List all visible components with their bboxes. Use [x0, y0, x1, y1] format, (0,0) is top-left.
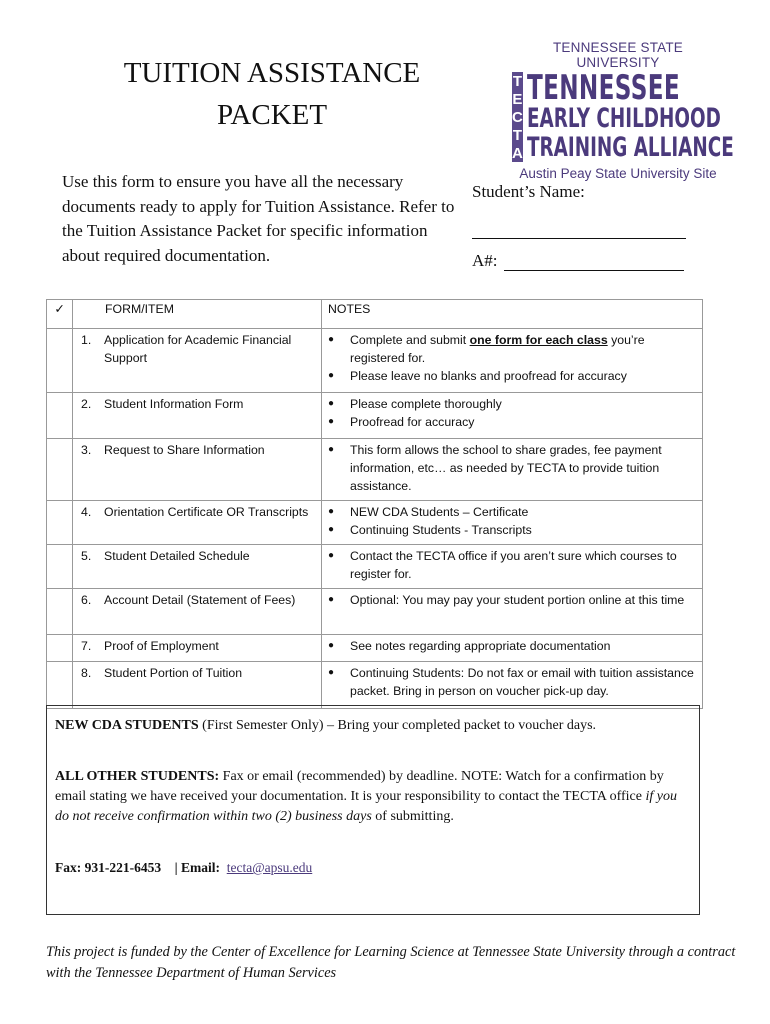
check-cell[interactable]	[47, 635, 73, 662]
item-name: Student Portion of Tuition	[104, 666, 243, 680]
note-text: Contact the TECTA office if you aren’t sure which courses to register for.	[350, 549, 677, 581]
email-label: | Email:	[174, 860, 220, 875]
note-item	[328, 521, 696, 539]
other-students-bold: ALL OTHER STUDENTS:	[55, 769, 220, 784]
note-item	[328, 664, 696, 700]
logo-line-early-childhood: EARLY CHILDHOOD	[526, 103, 721, 134]
note-text: Please complete thoroughly	[350, 397, 502, 411]
note-text: Continuing Students - Transcripts	[350, 523, 532, 537]
item-number: 4.	[81, 505, 92, 519]
item-number: 7.	[81, 639, 92, 653]
note-item	[328, 547, 696, 583]
bullet-icon: ●	[328, 416, 335, 427]
logo-letter: A	[512, 144, 523, 162]
form-item	[73, 501, 321, 521]
table-row	[47, 589, 703, 635]
bullet-icon: ●	[328, 334, 335, 345]
note-item	[328, 413, 696, 431]
new-cda-text: (First Semester Only) – Bring your completed packet to voucher days.	[198, 718, 597, 733]
form-item	[73, 545, 321, 565]
check-cell[interactable]	[47, 501, 73, 545]
table-row	[47, 501, 703, 545]
bullet-icon: ●	[328, 398, 335, 409]
note-item	[328, 637, 696, 655]
bullet-icon: ●	[328, 594, 335, 605]
new-cda-bold: NEW CDA STUDENTS	[55, 718, 199, 733]
tecta-logo	[512, 40, 734, 181]
a-number-line[interactable]	[504, 252, 684, 271]
note-item	[328, 395, 696, 413]
item-number: 1.	[81, 333, 92, 347]
item-name: Request to Share Information	[104, 443, 265, 457]
logo-letter: C	[512, 108, 523, 126]
logo-letter: E	[512, 90, 523, 108]
other-students-paragraph	[55, 767, 691, 827]
note-text: Please leave no blanks and proofread for accuracy	[350, 369, 627, 383]
new-cda-paragraph	[55, 716, 691, 736]
note-item	[328, 441, 696, 495]
title-line-2: PACKET	[216, 99, 328, 131]
note-item	[328, 367, 696, 385]
title-line-1: TUITION ASSISTANCE	[123, 57, 421, 89]
logo-vertical-tecta	[512, 72, 523, 162]
funding-footer: This project is funded by the Center of Excellence for Learning Science at Tennessee State University through a contract with the Tennessee Department of Human Services	[46, 944, 736, 981]
note-text: Complete and submit one form for each class you’re registered for.	[350, 333, 645, 365]
notes-list	[322, 589, 702, 613]
logo-site: Austin Peay State University Site	[519, 166, 717, 181]
form-item	[73, 329, 321, 367]
bullet-icon: ●	[328, 640, 335, 651]
other-students-italic: if you do not receive confirmation within two (2) business days	[55, 789, 677, 824]
form-item	[73, 635, 321, 655]
note-text: See notes regarding appropriate documentation	[350, 639, 611, 653]
item-name: Proof of Employment	[104, 639, 219, 653]
table-row	[47, 439, 703, 501]
check-cell[interactable]	[47, 662, 73, 709]
note-text: Proofread for accuracy	[350, 415, 475, 429]
item-number: 2.	[81, 397, 92, 411]
form-item-header: FORM/ITEM	[105, 302, 174, 316]
notes-list	[322, 439, 702, 499]
table-row	[47, 393, 703, 439]
notes-list	[322, 662, 702, 704]
bullet-icon: ●	[328, 667, 335, 678]
bullet-icon: ●	[328, 506, 335, 517]
bullet-icon: ●	[328, 550, 335, 561]
item-number: 8.	[81, 666, 92, 680]
form-item	[73, 393, 321, 413]
check-cell[interactable]	[47, 393, 73, 439]
checklist-table	[46, 299, 703, 709]
check-cell[interactable]	[47, 439, 73, 501]
bullet-icon: ●	[328, 524, 335, 535]
contact-line	[55, 858, 691, 878]
item-name: Orientation Certificate OR Transcripts	[104, 505, 309, 519]
submission-instructions	[46, 705, 700, 915]
item-name: Account Detail (Statement of Fees)	[104, 593, 296, 607]
logo-line-training-alliance: TRAINING ALLIANCE	[526, 132, 734, 163]
check-cell[interactable]	[47, 545, 73, 589]
fax-number: Fax: 931-221-6453	[55, 860, 162, 875]
item-name: Student Information Form	[104, 397, 244, 411]
table-header-row	[47, 300, 703, 329]
bullet-icon: ●	[328, 444, 335, 455]
table-row	[47, 635, 703, 662]
notes-header: NOTES	[328, 302, 371, 316]
note-text: NEW CDA Students – Certificate	[350, 505, 529, 519]
notes-list	[322, 501, 702, 543]
note-text: This form allows the school to share grades, fee payment information, etc… as needed by TECTA to provide tuition assistance.	[350, 443, 662, 493]
table-row	[47, 662, 703, 709]
item-number: 6.	[81, 593, 92, 607]
table-row	[47, 329, 703, 393]
item-number: 3.	[81, 443, 92, 457]
form-item	[73, 662, 321, 682]
page-title	[62, 52, 482, 136]
item-name: Application for Academic Financial Support	[104, 333, 292, 365]
notes-list	[322, 393, 702, 435]
other-students-end: of submitting.	[371, 809, 454, 824]
a-number-label: A#:	[472, 251, 498, 270]
note-item	[328, 591, 696, 609]
notes-list	[322, 545, 702, 587]
student-name-line[interactable]	[472, 204, 686, 239]
item-number: 5.	[81, 549, 92, 563]
note-text: Optional: You may pay your student portion online at this time	[350, 593, 685, 607]
note-item	[328, 331, 696, 367]
bullet-icon: ●	[328, 370, 335, 381]
logo-letter: T	[512, 72, 522, 90]
form-item	[73, 439, 321, 459]
note-item	[328, 503, 696, 521]
other-students-text: Fax or email (recommended) by deadline. NOTE: Watch for a confirmation by email stating we have received your documentation. It is your responsibility to contact the TECTA office	[55, 769, 664, 804]
note-text: Continuing Students: Do not fax or email with tuition assistance packet. Bring in person on voucher pick-up day.	[350, 666, 694, 698]
logo-letter: T	[512, 126, 522, 144]
form-item	[73, 589, 321, 609]
email-link[interactable]: tecta@apsu.edu	[226, 860, 313, 875]
notes-list	[322, 329, 702, 389]
notes-list	[322, 635, 702, 659]
item-name: Student Detailed Schedule	[104, 549, 250, 563]
logo-university: TENNESSEE STATE UNIVERSITY	[552, 40, 684, 70]
check-cell[interactable]	[47, 589, 73, 635]
check-column-header: ✓	[47, 300, 73, 329]
student-name-label: Student’s Name:	[472, 182, 585, 201]
logo-line-tennessee: TENNESSEE	[526, 68, 680, 108]
student-info	[472, 180, 686, 271]
intro-text: Use this form to ensure you have all the necessary documents ready to apply for Tuition Assistance. Refer to the Tuition Assistance Packet for specific information about required documentation.	[62, 172, 455, 265]
table-row	[47, 545, 703, 589]
check-cell[interactable]	[47, 329, 73, 393]
